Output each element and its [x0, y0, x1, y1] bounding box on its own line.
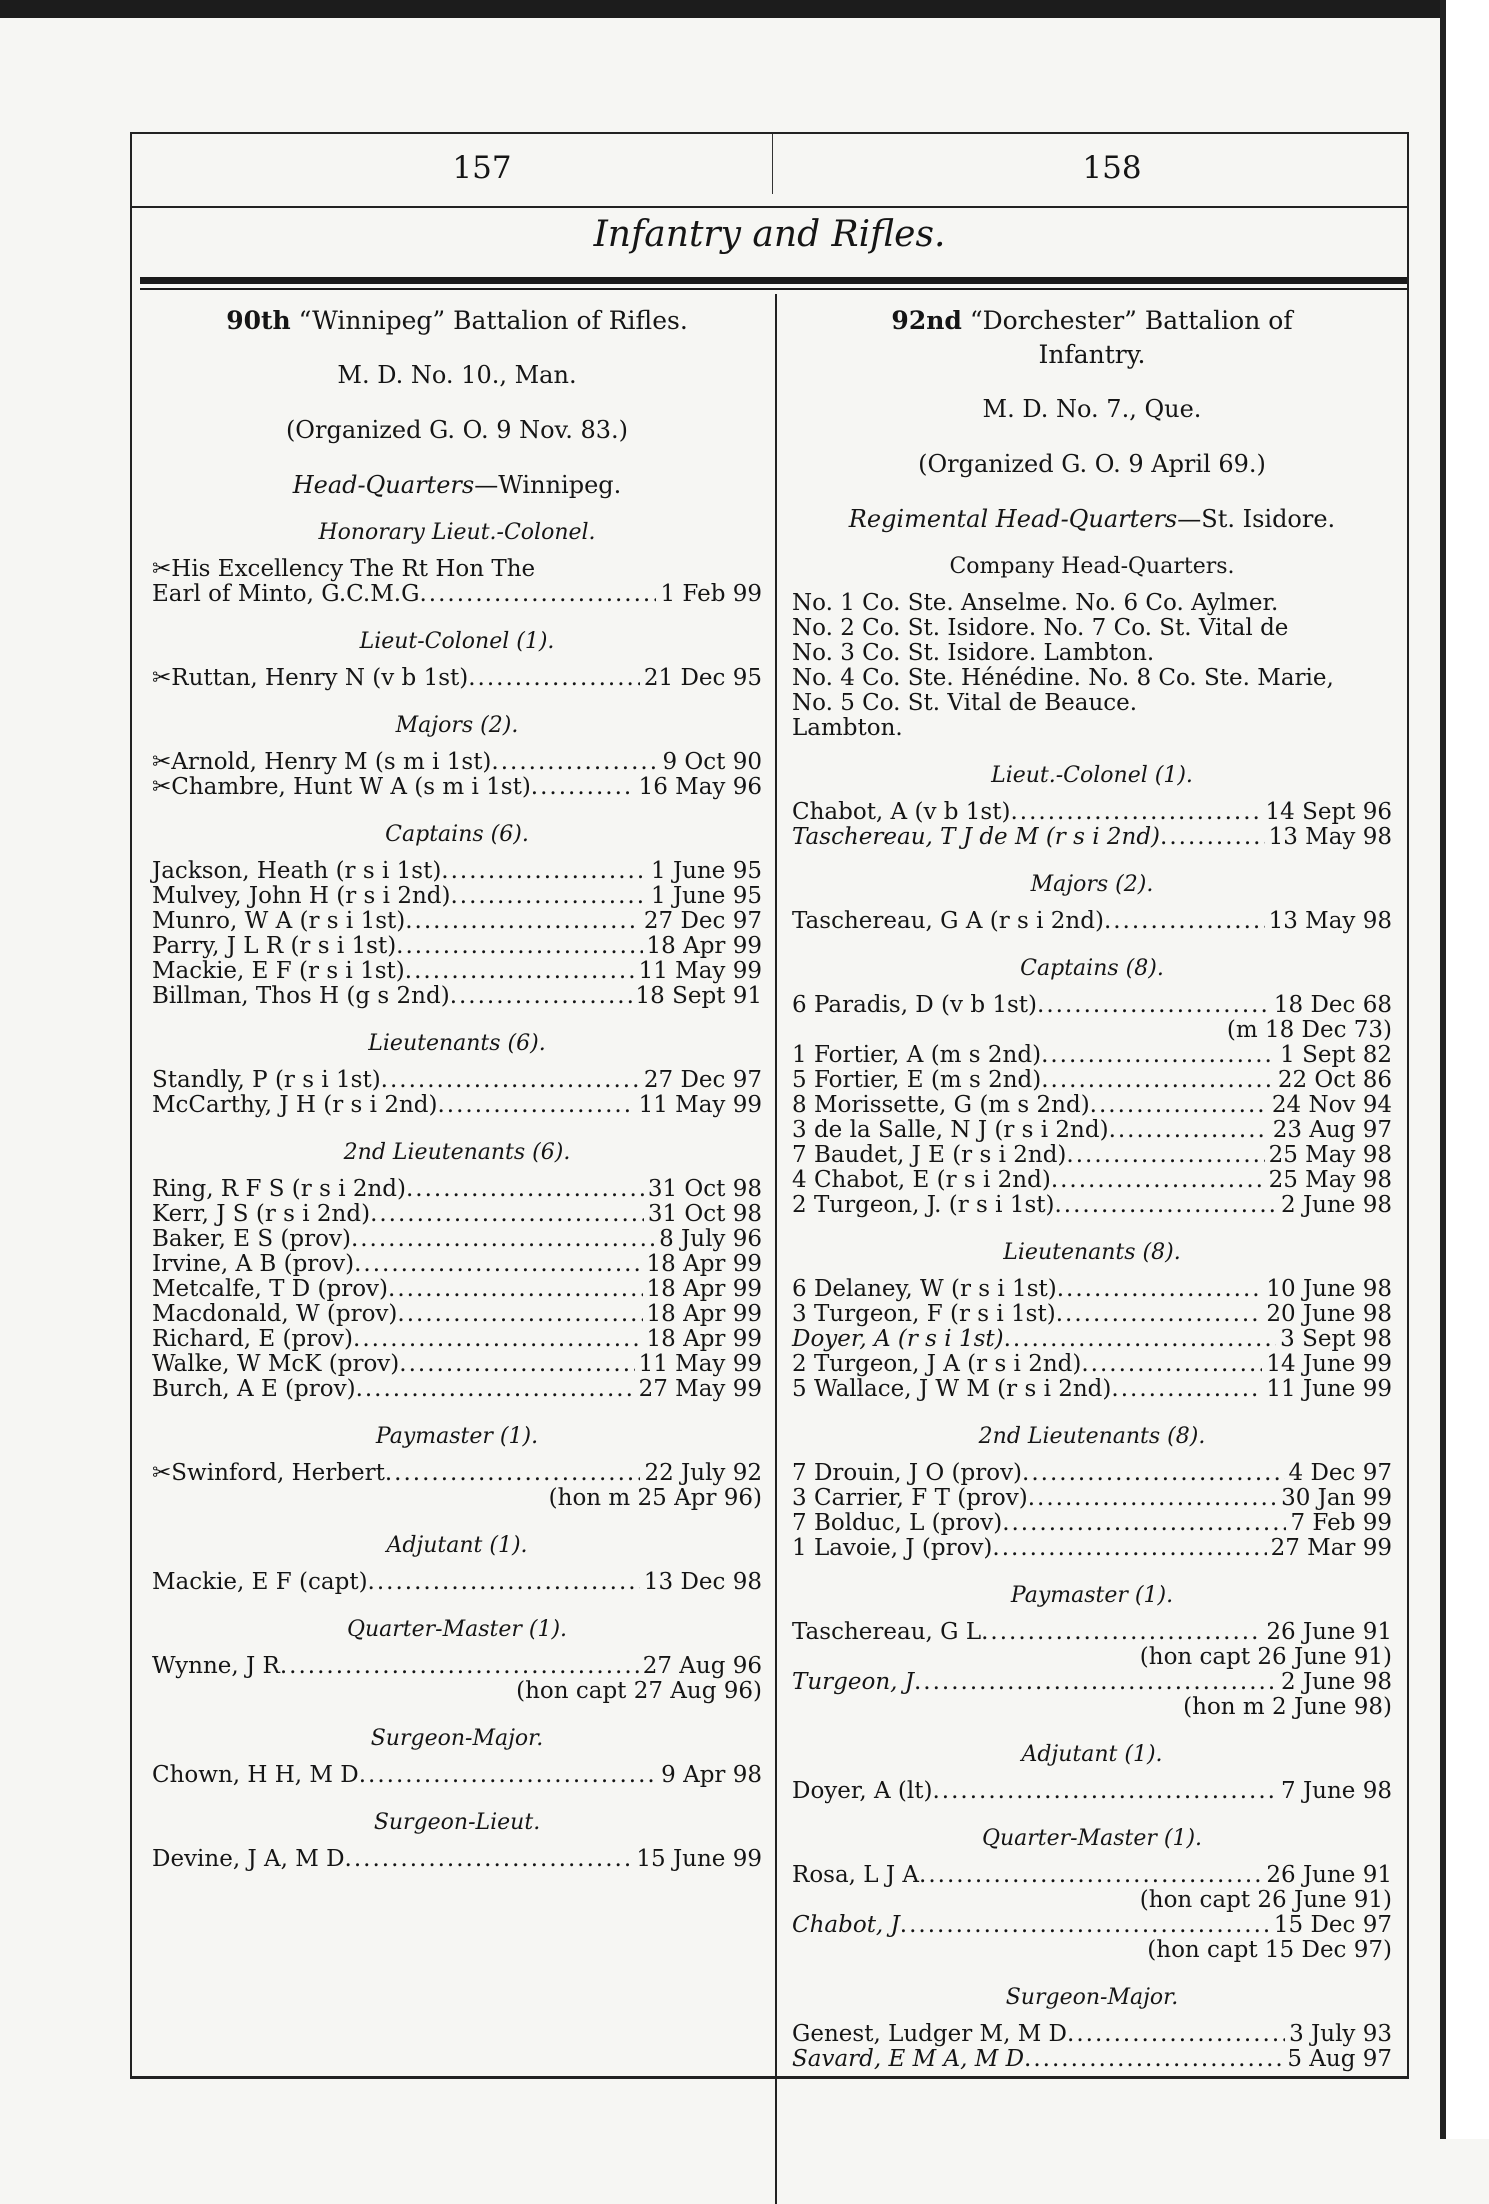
leader-dots	[1081, 1352, 1262, 1377]
commission-date: 22 Oct 86	[1277, 1067, 1392, 1093]
officer-name: Taschereau, T J de M (r s i 2nd)	[792, 824, 1161, 850]
officer-name: Kerr, J S (r s i 2nd)	[152, 1201, 371, 1227]
commission-date: 27 May 99	[638, 1376, 762, 1402]
officer-entry	[152, 909, 762, 934]
page-number-right: 158	[1082, 150, 1142, 186]
officer-name: ✂Ruttan, Henry N (v b 1st)	[152, 665, 469, 691]
section-heading: Captains (8).	[1020, 956, 1164, 981]
officer-entry	[152, 1277, 762, 1302]
officer-entry	[792, 1511, 1392, 1536]
leader-dots	[531, 775, 635, 800]
officer-entry	[792, 1302, 1392, 1327]
commission-date: 18 Apr 99	[646, 933, 762, 959]
officer-entry	[152, 1352, 762, 1377]
officer-name: 1 Lavoie, J (prov)	[792, 1535, 993, 1561]
leader-dots	[450, 984, 632, 1009]
officer-name: Parry, J L R (r s i 1st)	[152, 933, 397, 959]
battalion-name-cont: Infantry.	[1038, 340, 1146, 369]
officer-entry	[792, 1277, 1392, 1302]
officer-entry	[152, 750, 762, 775]
officer-entry	[152, 1302, 762, 1327]
leader-dots	[388, 1277, 643, 1302]
leader-dots	[919, 1863, 1262, 1888]
page-frame	[130, 132, 1409, 2079]
officer-name: 4 Chabot, E (r s i 2nd)	[792, 1167, 1051, 1193]
commission-date: 15 Dec 97	[1273, 1912, 1392, 1938]
officer-name: 5 Wallace, J W M (r s i 2nd)	[792, 1376, 1112, 1402]
section-heading: Surgeon-Lieut.	[373, 1810, 541, 1835]
officer-name: Devine, J A, M D	[152, 1846, 345, 1872]
company-hq-title: Company Head-Quarters.	[949, 554, 1235, 579]
officer-entry	[152, 1202, 762, 1227]
officer-name: McCarthy, J H (r s i 2nd)	[152, 1092, 438, 1118]
officer-entry	[792, 2022, 1392, 2047]
officer-name: Walke, W McK (prov)	[152, 1351, 400, 1377]
officer-name: Rosa, L J A	[792, 1862, 920, 1888]
commission-date: 1 Sept 82	[1280, 1042, 1392, 1068]
battalion-heading-left	[152, 304, 762, 338]
officer-entry	[792, 2047, 1392, 2072]
officer-name: 5 Fortier, E (m s 2nd)	[792, 1067, 1042, 1093]
officer-name: Mackie, E F (r s i 1st)	[152, 958, 405, 984]
officer-name: 8 Morissette, G (m s 2nd)	[792, 1092, 1090, 1118]
leader-dots	[381, 1068, 640, 1093]
section-heading: Lieutenants (6).	[368, 1031, 546, 1056]
officer-entry	[792, 1461, 1392, 1486]
headquarters	[792, 507, 1392, 532]
commission-date: 7 Feb 99	[1290, 1510, 1392, 1536]
officer-name: 6 Paradis, D (v b 1st)	[792, 992, 1038, 1018]
military-district: M. D. No. 10., Man.	[337, 361, 577, 389]
officer-name: Macdonald, W (prov)	[152, 1301, 398, 1327]
leader-dots	[405, 959, 635, 984]
officer-entry	[792, 1670, 1392, 1695]
leader-dots	[992, 1536, 1266, 1561]
officer-entry	[792, 1863, 1392, 1888]
officer-name: Taschereau, G L	[792, 1619, 982, 1645]
section-heading: Adjutant (1).	[1021, 1742, 1163, 1767]
leader-dots	[932, 1779, 1277, 1804]
left-sections	[152, 520, 762, 1872]
company-line: Lambton.	[792, 715, 903, 741]
leader-dots	[1067, 2022, 1285, 2047]
officer-name: Standly, P (r s i 1st)	[152, 1067, 381, 1093]
leader-dots	[1041, 1043, 1276, 1068]
leader-dots	[1002, 1511, 1286, 1536]
officer-entry	[152, 934, 762, 959]
commission-date: 22 July 92	[644, 1460, 762, 1486]
section-heading: 2nd Lieutenants (6).	[343, 1140, 571, 1165]
military-district: M. D. No. 7., Que.	[982, 395, 1202, 423]
section-heading: Lieutenants (8).	[1003, 1240, 1181, 1265]
commission-date: 3 July 93	[1289, 2021, 1392, 2047]
commission-date: 1 June 95	[651, 883, 762, 909]
commission-date: 21 Dec 95	[643, 665, 762, 691]
officer-name: 7 Bolduc, L (prov)	[792, 1510, 1003, 1536]
commission-date: 14 June 99	[1266, 1351, 1392, 1377]
officer-entry	[792, 1913, 1392, 1938]
officer-name: 1 Fortier, A (m s 2nd)	[792, 1042, 1042, 1068]
commission-date: 1 June 95	[651, 858, 762, 884]
officer-entry	[792, 909, 1392, 934]
header-divider	[772, 134, 773, 194]
section-heading: Honorary Lieut.-Colonel.	[318, 520, 596, 545]
section-heading: Majors (2).	[395, 713, 519, 738]
leader-dots	[351, 1227, 655, 1252]
section-title: Infantry and Rifles.	[593, 214, 946, 255]
officer-name: 7 Baudet, J E (r s i 2nd)	[792, 1142, 1067, 1168]
leader-dots	[385, 1461, 641, 1486]
honorary-rank-note: (hon capt 26 June 91)	[1139, 1887, 1392, 1913]
leader-dots	[468, 666, 640, 691]
leader-dots	[1160, 825, 1265, 850]
officer-entry	[152, 1093, 762, 1118]
commission-date: 24 Nov 94	[1271, 1092, 1392, 1118]
leader-dots	[900, 1913, 1270, 1938]
commission-date: 11 June 99	[1266, 1376, 1392, 1402]
section-heading: Surgeon-Major.	[1005, 1985, 1179, 2010]
officer-name: 3 Turgeon, F (r s i 1st)	[792, 1301, 1056, 1327]
officer-entry	[152, 1763, 762, 1788]
company-line: No. 3 Co. St. Isidore. Lambton.	[792, 640, 1155, 666]
leader-dots	[356, 1377, 635, 1402]
officer-name: 3 de la Salle, N J (r s i 2nd)	[792, 1117, 1109, 1143]
leader-dots	[1024, 2047, 1283, 2072]
page-number-left: 157	[452, 150, 512, 186]
leader-dots	[280, 1654, 639, 1679]
officer-name: Ring, R F S (r s i 2nd)	[152, 1176, 406, 1202]
officer-entry	[152, 1461, 762, 1486]
officer-entry	[152, 1327, 762, 1352]
officer-name: Chabot, J	[792, 1912, 900, 1938]
officer-name: Wynne, J R	[152, 1653, 280, 1679]
leader-dots	[399, 1352, 634, 1377]
company-line: No. 5 Co. St. Vital de Beauce.	[792, 690, 1138, 716]
section-heading: Paymaster (1).	[375, 1424, 539, 1449]
commission-date: 10 June 98	[1266, 1276, 1392, 1302]
officer-entry	[792, 1536, 1392, 1561]
hq-label: Head-Quarters	[292, 471, 475, 499]
officer-name: Turgeon, J	[792, 1669, 914, 1695]
honorary-rank-note: (hon m 2 June 98)	[1183, 1694, 1392, 1720]
hq-label: Regimental Head-Quarters	[848, 505, 1178, 533]
commission-date: 30 Jan 99	[1281, 1485, 1392, 1511]
leader-dots	[450, 884, 647, 909]
officer-entry	[792, 1168, 1392, 1193]
section-heading: Surgeon-Major.	[370, 1726, 544, 1751]
organized-note: (Organized G. O. 9 April 69.)	[918, 450, 1266, 478]
commission-date: 27 Dec 97	[643, 1067, 762, 1093]
officer-entry	[792, 1043, 1392, 1068]
commission-date: 13 May 98	[1268, 824, 1392, 850]
officer-name: Genest, Ludger M, M D	[792, 2021, 1068, 2047]
section-heading: Paymaster (1).	[1010, 1583, 1174, 1608]
section-heading: Quarter-Master (1).	[346, 1617, 568, 1642]
leader-dots	[1057, 1277, 1263, 1302]
leader-dots	[1004, 1327, 1277, 1352]
commission-date: 8 July 96	[659, 1226, 762, 1252]
leader-dots	[397, 1302, 642, 1327]
commission-date: 5 Aug 97	[1287, 2046, 1392, 2072]
leader-dots	[1037, 993, 1270, 1018]
commission-date: 1 Feb 99	[660, 581, 762, 607]
officer-entry	[792, 1068, 1392, 1093]
officer-entry	[792, 800, 1392, 825]
commission-date: 7 June 98	[1281, 1778, 1392, 1804]
officer-name: ✂His Excellency The Rt Hon The	[152, 556, 536, 582]
thick-rule	[140, 277, 1407, 284]
leader-dots	[1111, 1377, 1262, 1402]
officer-name: Taschereau, G A (r s i 2nd)	[792, 908, 1104, 934]
officer-entry	[152, 582, 762, 607]
officer-name: 2 Turgeon, J A (r s i 2nd)	[792, 1351, 1082, 1377]
commission-date: 26 June 91	[1266, 1862, 1392, 1888]
officer-name: Jackson, Heath (r s i 1st)	[152, 858, 442, 884]
officer-entry	[792, 1118, 1392, 1143]
officer-entry	[152, 1227, 762, 1252]
officer-entry	[152, 1847, 762, 1872]
leader-dots	[345, 1847, 633, 1872]
commission-date: 9 Oct 90	[662, 749, 762, 775]
commission-date: 11 May 99	[638, 1351, 762, 1377]
officer-name: ✂Swinford, Herbert	[152, 1460, 385, 1486]
commission-date: 27 Dec 97	[643, 908, 762, 934]
officer-name: 6 Delaney, W (r s i 1st)	[792, 1276, 1057, 1302]
battalion-name: “Winnipeg” Battalion of Rifles.	[298, 306, 688, 335]
officer-entry	[152, 1654, 762, 1679]
left-column	[152, 304, 762, 1872]
officer-name: 2 Turgeon, J. (r s i 1st)	[792, 1192, 1055, 1218]
commission-date: 15 June 99	[636, 1846, 762, 1872]
commission-date: 18 Apr 99	[646, 1251, 762, 1277]
scan-page-edge	[1440, 0, 1489, 2139]
commission-date: 18 Sept 91	[635, 983, 762, 1009]
section-heading: Majors (2).	[1030, 872, 1154, 897]
commission-date: 2 June 98	[1281, 1192, 1392, 1218]
leader-dots	[368, 1570, 640, 1595]
officer-name: Savard, E M A, M D	[792, 2046, 1025, 2072]
organized-note: (Organized G. O. 9 Nov. 83.)	[285, 416, 629, 444]
hq-value: —Winnipeg.	[474, 471, 622, 499]
officer-entry	[792, 1143, 1392, 1168]
leader-dots	[396, 934, 642, 959]
officer-entry	[152, 984, 762, 1009]
right-column	[792, 304, 1392, 2072]
commission-date: 9 Apr 98	[661, 1762, 762, 1788]
hq-value: —St. Isidore.	[1177, 505, 1336, 533]
officer-name: 7 Drouin, J O (prov)	[792, 1460, 1023, 1486]
leader-dots	[406, 1177, 644, 1202]
leader-dots	[1090, 1093, 1268, 1118]
commission-date: 11 May 99	[638, 1092, 762, 1118]
commission-date: 31 Oct 98	[647, 1201, 762, 1227]
commission-date: 18 Apr 99	[646, 1326, 762, 1352]
leader-dots	[1054, 1193, 1277, 1218]
honorary-rank-note: (hon capt 15 Dec 97)	[1147, 1937, 1392, 1963]
officer-entry	[792, 825, 1392, 850]
officer-entry	[152, 666, 762, 691]
right-sections	[792, 763, 1392, 2072]
officer-name: Richard, E (prov)	[152, 1326, 354, 1352]
commission-date: 18 Apr 99	[646, 1276, 762, 1302]
officer-entry	[792, 1779, 1392, 1804]
leader-dots	[1028, 1486, 1277, 1511]
officer-entry	[152, 557, 762, 582]
honorary-rank-note: (hon capt 27 Aug 96)	[516, 1678, 762, 1704]
leader-dots	[405, 909, 640, 934]
leader-dots	[1022, 1461, 1284, 1486]
officer-entry	[152, 1570, 762, 1595]
officer-entry	[152, 1177, 762, 1202]
commission-date: 25 May 98	[1268, 1142, 1392, 1168]
company-line: No. 2 Co. St. Isidore. No. 7 Co. St. Vital de	[792, 615, 1289, 641]
commission-date: 13 May 98	[1268, 908, 1392, 934]
officer-name: Baker, E S (prov)	[152, 1226, 351, 1252]
officer-entry	[792, 1327, 1392, 1352]
section-heading: Lieut-Colonel (1).	[359, 629, 555, 654]
honorary-rank-note: (m 18 Dec 73)	[1226, 1017, 1392, 1043]
commission-date: 25 May 98	[1268, 1167, 1392, 1193]
officer-entry	[152, 959, 762, 984]
officer-name: Billman, Thos H (g s 2nd)	[152, 983, 450, 1009]
column-divider	[775, 294, 777, 2204]
officer-entry	[152, 1068, 762, 1093]
section-heading: Captains (6).	[385, 822, 529, 847]
officer-name: 3 Carrier, F T (prov)	[792, 1485, 1028, 1511]
section-heading: Quarter-Master (1).	[981, 1826, 1203, 1851]
commission-date: 18 Apr 99	[646, 1301, 762, 1327]
commission-date: 18 Dec 68	[1273, 992, 1392, 1018]
scan-top-border	[0, 0, 1489, 18]
officer-name: Mulvey, John H (r s i 2nd)	[152, 883, 451, 909]
leader-dots	[441, 859, 647, 884]
leader-dots	[359, 1763, 657, 1788]
commission-date: 3 Sept 98	[1280, 1326, 1392, 1352]
commission-date: 20 June 98	[1266, 1301, 1392, 1327]
leader-dots	[491, 750, 658, 775]
thin-rule	[140, 288, 1407, 290]
commission-date: 27 Mar 99	[1270, 1535, 1392, 1561]
officer-name: ✂Chambre, Hunt W A (s m i 1st)	[152, 774, 531, 800]
officer-entry	[792, 1193, 1392, 1218]
commission-date: 26 June 91	[1266, 1619, 1392, 1645]
leader-dots	[914, 1670, 1277, 1695]
officer-name: Irvine, A B (prov)	[152, 1251, 355, 1277]
honorary-rank-note: (hon m 25 Apr 96)	[548, 1485, 762, 1511]
officer-name: Munro, W A (r s i 1st)	[152, 908, 406, 934]
officer-entry	[792, 993, 1392, 1018]
commission-date: 4 Dec 97	[1288, 1460, 1392, 1486]
battalion-name: “Dorchester” Battalion of	[969, 306, 1293, 335]
header-rule	[132, 206, 1407, 208]
officer-entry	[792, 1620, 1392, 1645]
leader-dots	[354, 1252, 642, 1277]
leader-dots	[419, 582, 656, 607]
commission-date: 11 May 99	[638, 958, 762, 984]
officer-name: Metcalfe, T D (prov)	[152, 1276, 389, 1302]
commission-date: 23 Aug 97	[1272, 1117, 1392, 1143]
officer-entry	[152, 859, 762, 884]
officer-entry	[792, 1377, 1392, 1402]
officer-name: Doyer, A (r s i 1st)	[792, 1326, 1004, 1352]
leader-dots	[981, 1620, 1262, 1645]
commission-date: 13 Dec 98	[643, 1569, 762, 1595]
leader-dots	[353, 1327, 642, 1352]
officer-name: Burch, A E (prov)	[152, 1376, 356, 1402]
leader-dots	[1104, 909, 1265, 934]
commission-date: 2 June 98	[1281, 1669, 1392, 1695]
leader-dots	[437, 1093, 634, 1118]
commission-date: 27 Aug 96	[642, 1653, 762, 1679]
company-line: No. 1 Co. Ste. Anselme. No. 6 Co. Aylmer.	[792, 590, 1279, 616]
officer-entry	[792, 1093, 1392, 1118]
officer-entry	[152, 1377, 762, 1402]
headquarters	[152, 473, 762, 498]
leader-dots	[1051, 1168, 1265, 1193]
section-heading: Lieut.-Colonel (1).	[991, 763, 1193, 788]
leader-dots	[1109, 1118, 1269, 1143]
commission-date: 31 Oct 98	[647, 1176, 762, 1202]
officer-entry	[792, 1352, 1392, 1377]
leader-dots	[1056, 1302, 1263, 1327]
battalion-number: 92nd	[891, 306, 962, 335]
leader-dots	[1010, 800, 1261, 825]
section-heading: 2nd Lieutenants (8).	[978, 1424, 1206, 1449]
battalion-number: 90th	[226, 306, 291, 335]
officer-name: Chabot, A (v b 1st)	[792, 799, 1011, 825]
company-line: No. 4 Co. Ste. Hénédine. No. 8 Co. Ste. Marie,	[792, 665, 1334, 691]
commission-date: 14 Sept 96	[1265, 799, 1392, 825]
leader-dots	[1041, 1068, 1274, 1093]
leader-dots	[1066, 1143, 1264, 1168]
section-heading: Adjutant (1).	[386, 1533, 528, 1558]
officer-name: Chown, H H, M D	[152, 1762, 359, 1788]
officer-entry	[152, 775, 762, 800]
officer-entry	[792, 1486, 1392, 1511]
honorary-rank-note: (hon capt 26 June 91)	[1139, 1644, 1392, 1670]
officer-entry	[152, 884, 762, 909]
officer-name: Mackie, E F (capt)	[152, 1569, 368, 1595]
company-list	[792, 591, 1392, 741]
officer-entry	[152, 1252, 762, 1277]
officer-name: Doyer, A (lt)	[792, 1778, 933, 1804]
commission-date: 16 May 96	[638, 774, 762, 800]
battalion-heading-right	[792, 304, 1392, 372]
officer-name: ✂Arnold, Henry M (s m i 1st)	[152, 749, 492, 775]
leader-dots	[370, 1202, 644, 1227]
officer-name: Earl of Minto, G.C.M.G	[152, 581, 420, 607]
